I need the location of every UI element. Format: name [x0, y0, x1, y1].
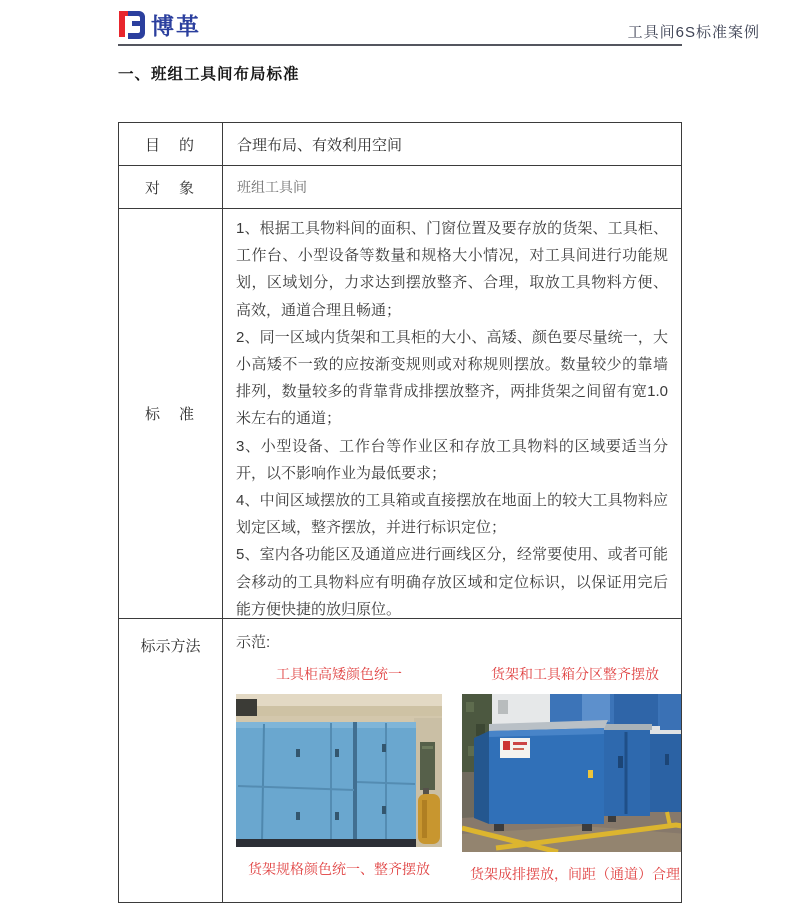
demo-figures: [236, 656, 680, 884]
standard-paragraph: 5、室内各功能区及通道应进行画线区分，经常要使用、或者可能会移动的工具物料应有明确存放区域和定位标识，以保证用完后能方便快捷的放归原位。: [236, 546, 668, 618]
logo-text: 博革: [151, 13, 201, 39]
figure-caption: 工具柜高矮颜色统一: [276, 666, 402, 682]
standards-table: [118, 122, 682, 903]
figure-tool-cabinets: [236, 656, 442, 884]
method-row-value: [223, 619, 681, 902]
table-row-purpose: [119, 123, 681, 166]
figure-caption: 货架规格颜色统一、整齐摆放: [248, 861, 430, 877]
table-row-method: [119, 619, 681, 902]
standard-row-label: 标 准: [119, 209, 223, 618]
table-row-target: [119, 166, 681, 209]
purpose-row-value: 合理布局、有效利用空间: [237, 136, 403, 154]
target-row-value: 班组工具间: [237, 181, 307, 196]
photo-light-blue-tool-cabinets: [236, 694, 442, 847]
method-row-label: 标示方法: [119, 619, 223, 902]
standard-row-value: [223, 209, 681, 618]
table-row-standard: [119, 209, 681, 619]
standard-paragraph: 2、同一区域内货架和工具柜的大小、高矮、颜色要尽量统一，大小高矮不一致的应按渐变规则或对称规则摆放。数量较少的靠墙排列，数量较多的背靠背成排摆放整齐，两排货架之间留有宽1.0米左右的通道；: [236, 328, 668, 428]
page-title: 一、班组工具间布局标准: [118, 66, 300, 83]
demo-intro-label: 示范:: [236, 634, 271, 651]
figure-caption: 货架成排摆放，间距（通道）合理: [470, 866, 680, 882]
figure-caption: 货架和工具箱分区整齐摆放: [491, 666, 659, 682]
header-divider: [118, 44, 682, 46]
standard-paragraph: 4、中间区域摆放的工具箱或直接摆放在地面上的较大工具物料应划定区域，整齐摆放，并进行标识定位；: [236, 492, 668, 537]
document-header-label: 工具间6S标准案例: [627, 24, 760, 41]
figure-shelves-toolboxes: [462, 656, 681, 884]
photo-blue-shelves-floor-markings: [462, 694, 681, 852]
logo-icon: [118, 9, 145, 41]
company-logo: [118, 8, 201, 41]
standard-paragraph: 1、根据工具物料间的面积、门窗位置及要存放的货架、工具柜、工作台、小型设备等数量和规格大小情况，对工具间进行功能规划，区域划分，力求达到摆放整齐、合理，取放工具物料方便、高效，通道合理且畅通；: [236, 220, 668, 319]
target-row-label: 对 象: [119, 166, 223, 208]
purpose-row-label: 目 的: [119, 123, 223, 165]
standard-paragraph: 3、小型设备、工作台等作业区和存放工具物料的区域要适当分开，以不影响作业为最低要求；: [236, 437, 668, 482]
